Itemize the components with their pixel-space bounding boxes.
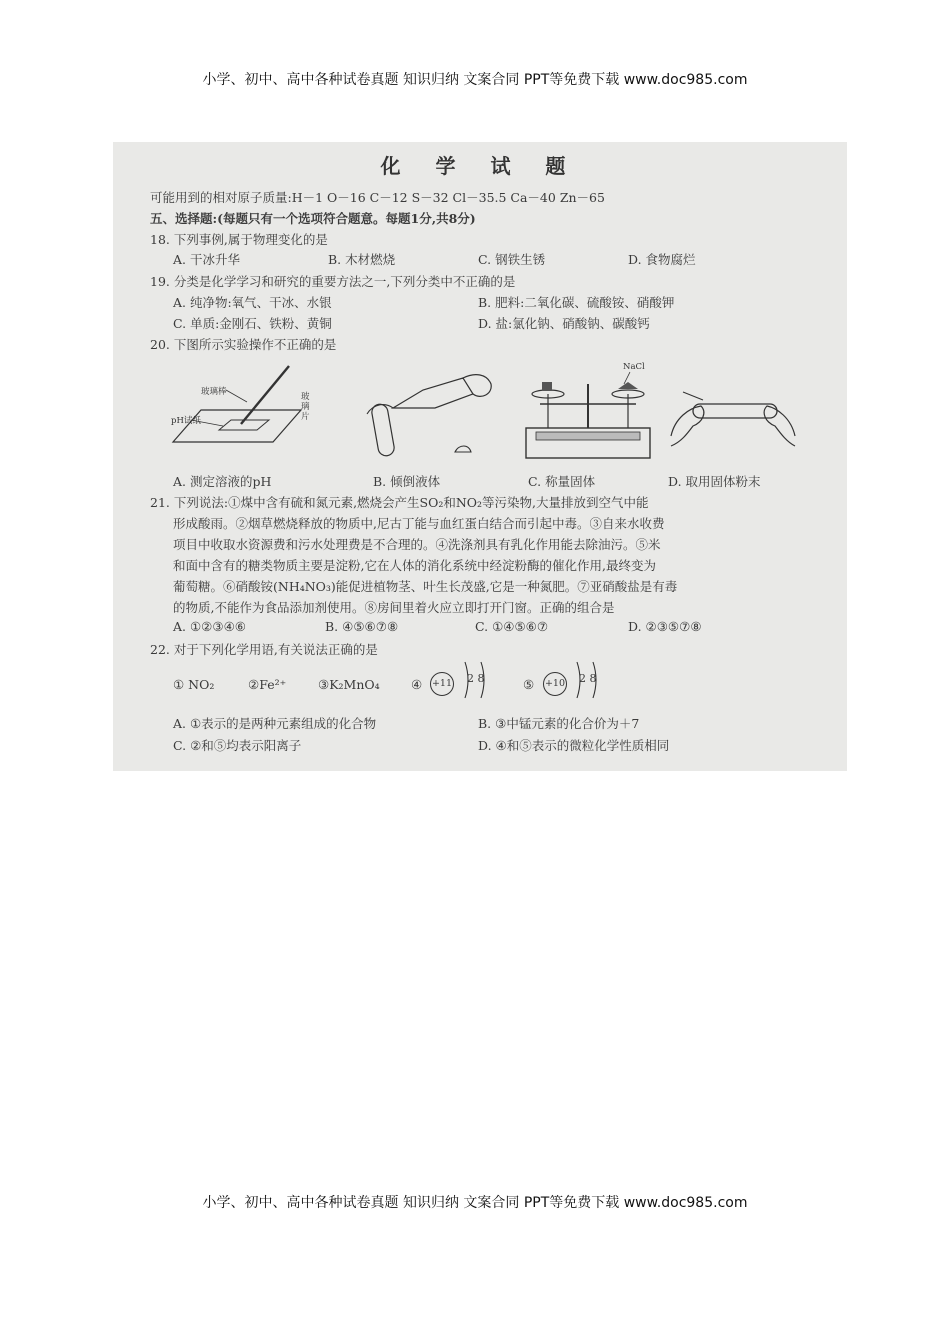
shell-count-5: 2 8 xyxy=(579,672,597,685)
atomic-masses: 可能用到的相对原子质量:H－1 O－16 C－12 S－32 Cl－35.5 Ca－40 Zn－65 xyxy=(150,190,605,205)
q20-option-a: A. 测定溶液的pH xyxy=(173,474,272,489)
q18-option-a: A. 干冰升华 xyxy=(173,252,240,267)
electron-shells-5 xyxy=(573,660,623,700)
q19-option-a: A. 纯净物:氧气、干冰、水银 xyxy=(173,295,332,310)
figure-ph-test xyxy=(161,362,311,457)
q22-option-b: B. ③中锰元素的化合价为＋7 xyxy=(478,716,640,731)
q19-option-b: B. 肥料:二氧化碳、硫酸铵、硝酸钾 xyxy=(478,295,675,310)
q22-stem: 22. 对于下列化学用语,有关说法正确的是 xyxy=(150,642,378,657)
nucleus-4: +11 xyxy=(430,672,454,696)
q22-option-d: D. ④和⑤表示的微粒化学性质相同 xyxy=(478,738,670,753)
q19-stem: 19. 分类是化学学习和研究的重要方法之一,下列分类中不正确的是 xyxy=(150,274,516,289)
q21-line-4: 和面中含有的糖类物质主要是淀粉,它在人体的消化系统中经淀粉酶的催化作用,最终变为 xyxy=(173,558,656,573)
q19-option-c: C. 单质:金刚石、铁粉、黄铜 xyxy=(173,316,332,331)
atom-structure-5 xyxy=(543,672,567,696)
q18-option-b: B. 木材燃烧 xyxy=(328,252,396,267)
footer-banner: 小学、初中、高中各种试卷真题 知识归纳 文案合同 PPT等免费下载 www.doc985.com xyxy=(202,1195,748,1211)
label-glass-rod: 玻璃棒 xyxy=(201,387,227,397)
figure-balance xyxy=(518,364,658,464)
q22-item-3: ③K₂MnO₄ xyxy=(318,677,380,692)
figure-solid-powder xyxy=(663,382,803,452)
q18-option-d: D. 食物腐烂 xyxy=(628,252,696,267)
q21-line-6: 的物质,不能作为食品添加剂使用。⑧房间里着火应立即打开门窗。正确的组合是 xyxy=(173,600,615,615)
header-banner: 小学、初中、高中各种试卷真题 知识归纳 文案合同 PPT等免费下载 www.doc985.com xyxy=(202,72,748,88)
q22-item-1: ① NO₂ xyxy=(173,677,215,692)
q21-option-b: B. ④⑤⑥⑦⑧ xyxy=(325,619,399,634)
q20-option-b: B. 倾倒液体 xyxy=(373,474,441,489)
shell-count-4: 2 8 xyxy=(467,672,485,685)
q21-option-c: C. ①④⑤⑥⑦ xyxy=(475,619,549,634)
q21-line-3: 项目中收取水资源费和污水处理费是不合理的。④洗涤剂具有乳化作用能去除油污。⑤米 xyxy=(173,537,661,552)
q20-option-d: D. 取用固体粉末 xyxy=(668,474,761,489)
q20-option-c: C. 称量固体 xyxy=(528,474,596,489)
label-glass-plate: 玻璃片 xyxy=(301,392,310,422)
figure-pouring-liquid xyxy=(363,364,503,464)
nucleus-5: +10 xyxy=(543,672,567,696)
q20-stem: 20. 下图所示实验操作不正确的是 xyxy=(150,337,337,352)
q21-option-a: A. ①②③④⑥ xyxy=(173,619,247,634)
section-header: 五、选择题:(每题只有一个选项符合题意。每题1分,共8分) xyxy=(150,211,476,226)
q18-stem: 18. 下列事例,属于物理变化的是 xyxy=(150,232,328,247)
q22-option-a: A. ①表示的是两种元素组成的化合物 xyxy=(173,716,377,731)
exam-title: 化 学 试 题 xyxy=(380,154,580,178)
q22-item-4: ④ xyxy=(411,677,423,692)
electron-shells-4 xyxy=(461,660,511,700)
q22-item-5: ⑤ xyxy=(523,677,535,692)
atom-structure-4 xyxy=(430,672,454,696)
q21-line-5: 葡萄糖。⑥硝酸铵(NH₄NO₃)能促进植物茎、叶生长茂盛,它是一种氮肥。⑦亚硝酸盐是有毒 xyxy=(173,579,678,594)
q18-option-c: C. 钢铁生锈 xyxy=(478,252,546,267)
q22-item-2: ②Fe²⁺ xyxy=(248,677,287,692)
q22-option-c: C. ②和⑤均表示阳离子 xyxy=(173,738,302,753)
q19-option-d: D. 盐:氯化钠、硝酸钠、碳酸钙 xyxy=(478,316,650,331)
q21-option-d: D. ②③⑤⑦⑧ xyxy=(628,619,702,634)
label-ph-paper: pH试纸 xyxy=(171,416,201,426)
scanned-exam-page xyxy=(113,142,847,771)
q21-line-2: 形成酸雨。②烟草燃烧释放的物质中,尼古丁能与血红蛋白结合而引起中毒。③自来水收费 xyxy=(173,516,665,531)
label-nacl: NaCl xyxy=(623,362,645,372)
q21-line-1: 21. 下列说法:①煤中含有硫和氮元素,燃烧会产生SO₂和NO₂等污染物,大量排放到空气中能 xyxy=(150,495,649,510)
